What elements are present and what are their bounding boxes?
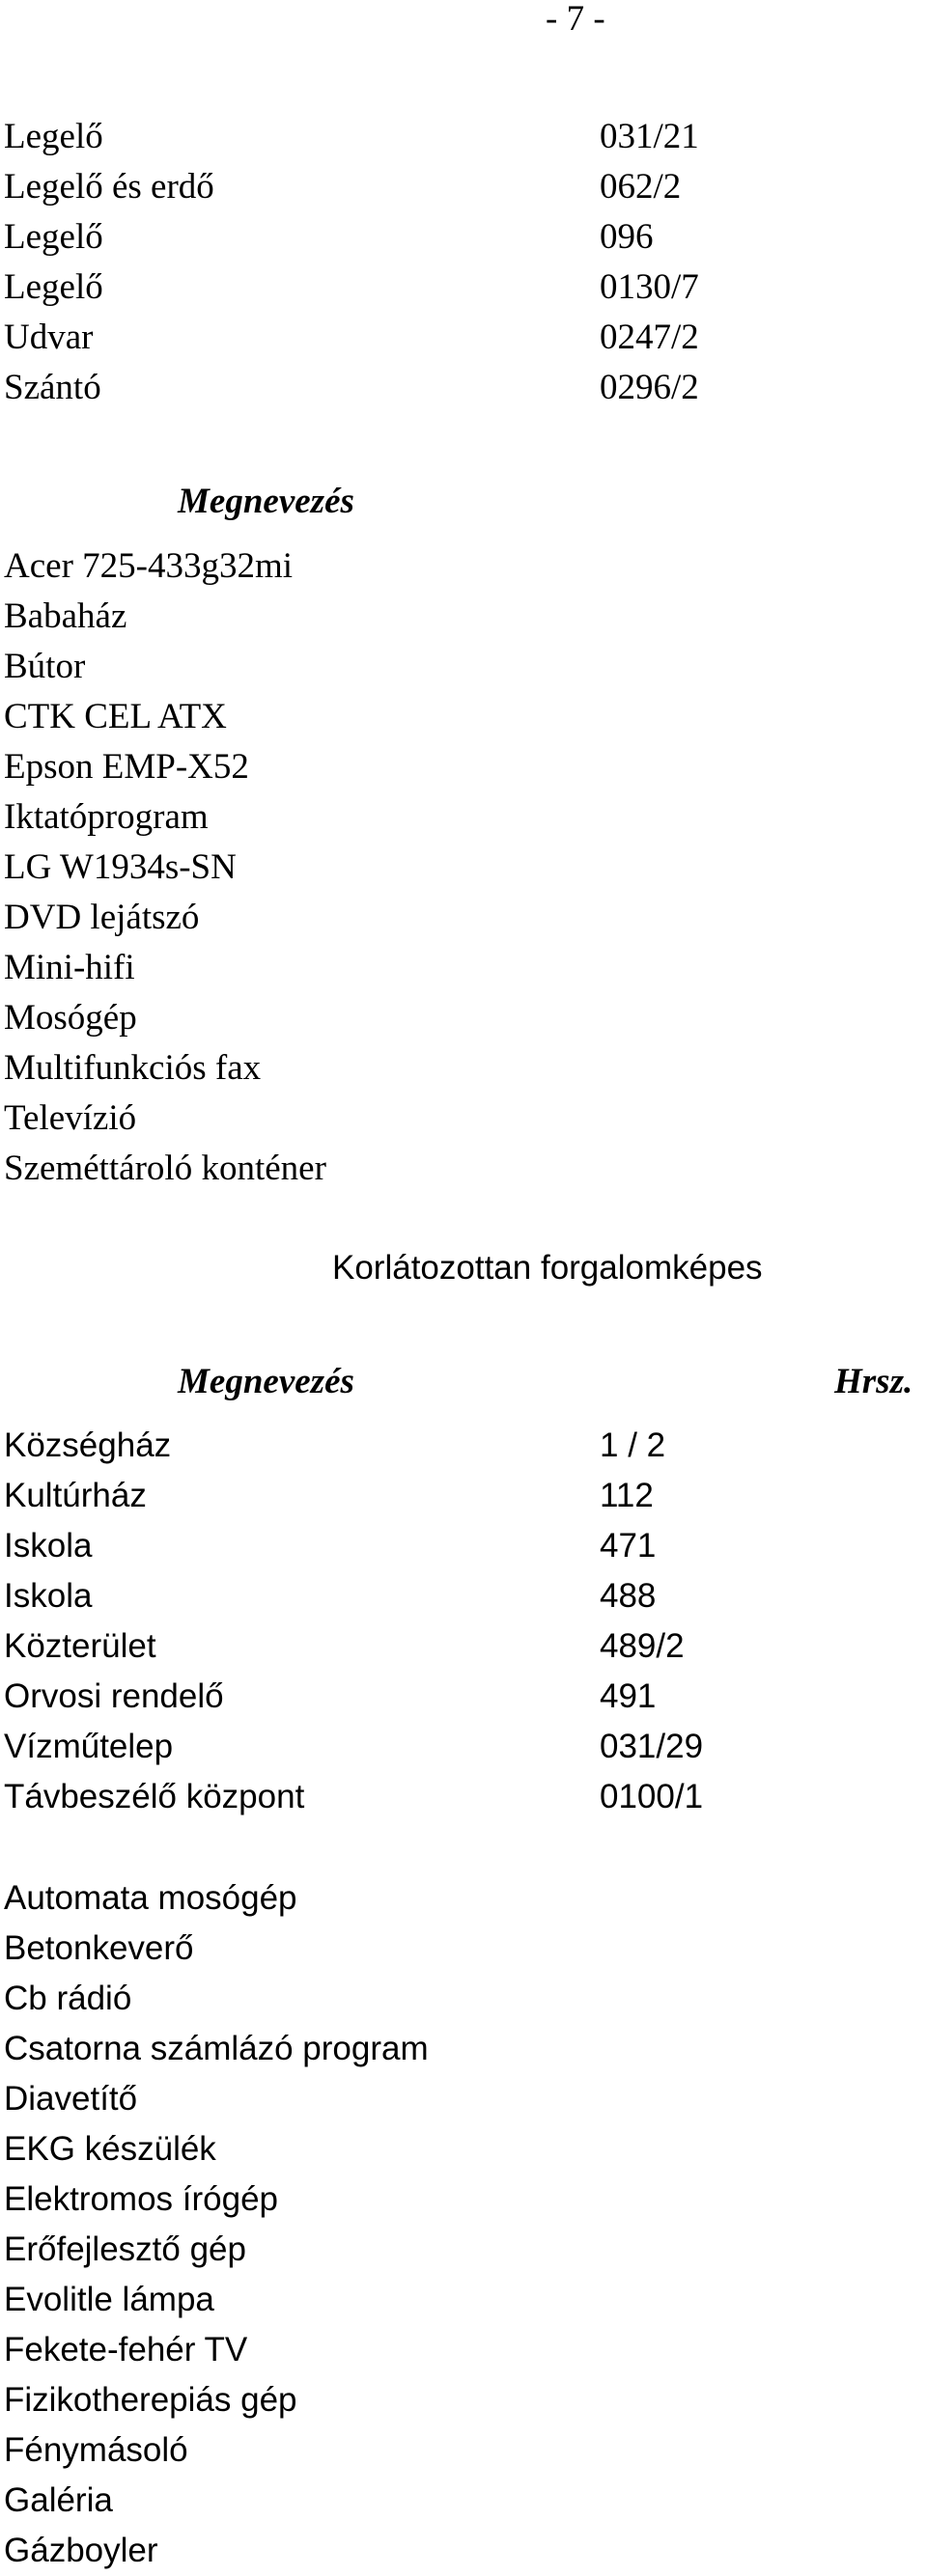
list-item: Multifunkciós fax — [4, 1048, 262, 1088]
list-item: Babaház — [4, 596, 127, 636]
list-item: Acer 725-433g32mi — [4, 546, 294, 586]
list-item: Elektromos írógép — [4, 2180, 279, 2218]
parcel-code: 489/2 — [600, 1627, 685, 1665]
list-item: DVD lejátszó — [4, 898, 200, 937]
parcel-code: 491 — [600, 1677, 657, 1715]
parcel-name: Iskola — [4, 1577, 93, 1615]
parcel-name: Kultúrház — [4, 1477, 147, 1514]
parcel-code: 0100/1 — [600, 1778, 704, 1815]
restricted-equipment-list — [4, 1873, 429, 2576]
column-heading-name: Megnevezés — [178, 482, 354, 521]
parcel-code: 112 — [600, 1477, 654, 1514]
list-item: Galéria — [4, 2481, 113, 2519]
parcel-code: 062/2 — [600, 167, 682, 207]
column-heading-code: Hrsz. — [834, 1362, 913, 1401]
parcel-name: Közterület — [4, 1627, 156, 1665]
parcel-code: 031/21 — [600, 117, 699, 156]
list-item: Erőfejlesztő gép — [4, 2230, 246, 2268]
parcel-name: Legelő — [4, 217, 103, 257]
parcel-code: 471 — [600, 1527, 657, 1565]
parcel-name: Udvar — [4, 318, 94, 357]
list-item: Csatorna számlázó program — [4, 2030, 429, 2067]
parcel-name: Legelő — [4, 117, 103, 156]
list-item: Diavetítő — [4, 2080, 138, 2118]
parcel-code: 1 / 2 — [600, 1426, 666, 1464]
list-item: Mosógép — [4, 998, 137, 1038]
list-item: Fizikotherepiás gép — [4, 2381, 297, 2419]
parcel-name: Orvosi rendelő — [4, 1677, 224, 1715]
list-item: Fekete-fehér TV — [4, 2331, 248, 2368]
parcel-code: 0247/2 — [600, 318, 699, 357]
parcel-name: Legelő — [4, 267, 103, 307]
list-item: Iktatóprogram — [4, 797, 209, 837]
list-item: Mini-hifi — [4, 948, 135, 987]
list-item: Epson EMP-X52 — [4, 747, 249, 787]
parcel-name: Szántó — [4, 368, 101, 407]
list-item: Cb rádió — [4, 1980, 132, 2017]
parcel-code: 096 — [600, 217, 654, 257]
parcel-name: Iskola — [4, 1527, 93, 1565]
parcel-code: 0296/2 — [600, 368, 699, 407]
section-title: Korlátozottan forgalomképes — [332, 1249, 763, 1287]
list-item: Evolitle lámpa — [4, 2281, 214, 2318]
parcel-code: 031/29 — [600, 1728, 704, 1765]
list-item: Gázboyler — [4, 2532, 158, 2569]
parcel-name: Távbeszélő központ — [4, 1778, 305, 1815]
list-item: Automata mosógép — [4, 1879, 297, 1917]
parcel-name: Vízműtelep — [4, 1728, 174, 1765]
parcel-code: 488 — [600, 1577, 657, 1615]
parcel-code: 0130/7 — [600, 267, 699, 307]
parcel-name: Legelő és erdő — [4, 167, 214, 207]
list-item: Bútor — [4, 647, 86, 686]
list-item: Szeméttároló konténer — [4, 1149, 326, 1188]
column-heading-name: Megnevezés — [178, 1362, 354, 1401]
list-item: Televízió — [4, 1098, 137, 1138]
page-number: - 7 - — [546, 0, 605, 39]
list-item: Fénymásoló — [4, 2431, 188, 2469]
equipment-list — [4, 541, 326, 1194]
list-item: LG W1934s-SN — [4, 847, 237, 887]
list-item: EKG készülék — [4, 2130, 216, 2168]
list-item: CTK CEL ATX — [4, 697, 227, 736]
parcel-name: Községház — [4, 1426, 172, 1464]
list-item: Betonkeverő — [4, 1929, 194, 1967]
